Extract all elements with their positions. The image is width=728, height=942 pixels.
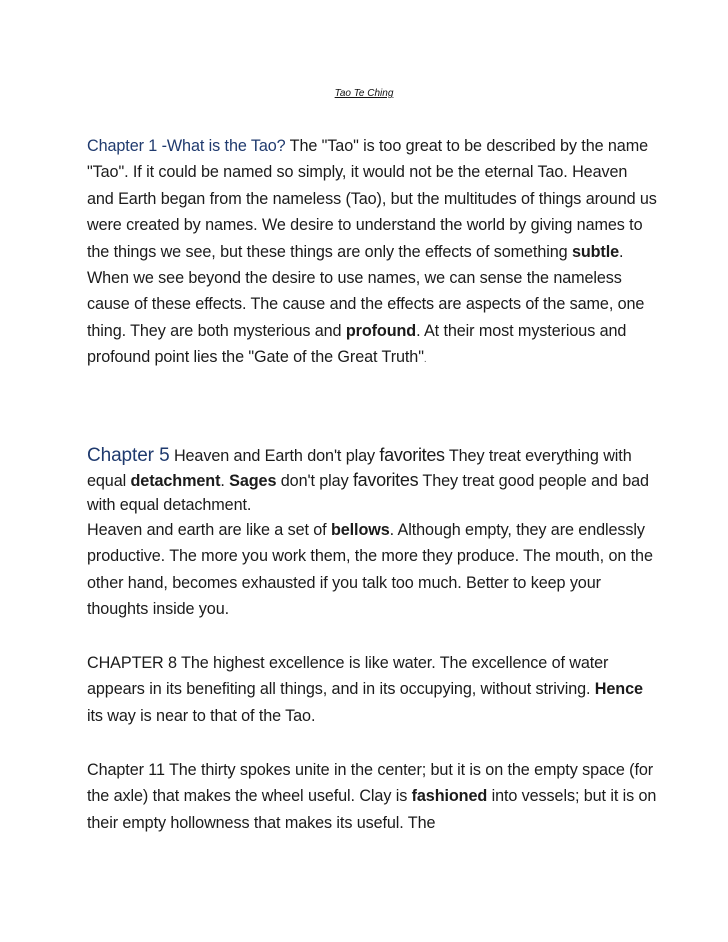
chapter-8-paragraph (87, 650, 657, 729)
chapter-5-text: . Although empty, they are endlessly productive. The more you work them, the more they produce. The mouth, on the other hand, becomes exhausted if you talk too much. Better to keep your thoughts inside you. (87, 521, 653, 619)
small-period: . (423, 354, 427, 366)
chapter-5-text: Heaven and earth are like a set of (87, 521, 331, 539)
chapter-1-heading: Chapter 1 -What is the Tao? (87, 137, 286, 155)
chapter-5-paragraph (87, 443, 657, 623)
chapter-5-text: They treat good people and bad with equal detachment. (87, 472, 649, 514)
chapter-1-text: The "Tao" is too great to be described by the name "Tao". If it could be named so simply, it would not be the eternal Tao. Heaven and Earth began from the nameless (Tao), but the multitudes of things around us were created by names. We desire to understand the world by giving names to the things we see, but these things are only the effects of something (87, 137, 657, 261)
bold-word: profound (345, 321, 417, 340)
chapter-5-text: don't play (276, 472, 353, 490)
chapter-8-text: CHAPTER 8 The highest excellence is like water. The excellence of water appears in its benefiting all things, and in its occupying, without striving. (87, 654, 609, 699)
document-title: Tao Te Ching (334, 88, 394, 99)
chapter-5-text: Heaven and Earth don't play (169, 447, 380, 465)
favorites-word: favorites (352, 470, 419, 490)
bold-word: Sages (229, 472, 277, 490)
chapter-11-text: Chapter 11 The thirty spokes unite in the center; but it is on the empty space (for the axle) that makes the wheel useful. Clay is (87, 761, 654, 806)
chapter-5-lead (87, 443, 657, 517)
favorites-word: favorites (379, 445, 445, 465)
bold-word: Hence (594, 680, 643, 699)
chapter-5-continuation (87, 517, 657, 623)
bold-word: subtle (571, 242, 620, 261)
chapter-5-heading: Chapter 5 (87, 445, 170, 466)
bold-word: detachment (130, 472, 221, 490)
bold-word: bellows (330, 521, 390, 539)
chapter-8-text: its way is near to that of the Tao. (87, 706, 316, 725)
chapter-11-text: into vessels; but it is on their empty hollowness that makes its useful. The (87, 787, 657, 832)
chapter-5-text: . (220, 472, 230, 490)
chapter-1-paragraph (87, 133, 657, 374)
chapter-5-text: They treat everything with equal (87, 447, 632, 490)
chapter-11-paragraph (87, 757, 657, 836)
chapter-1-text: . When we see beyond the desire to use names, we can sense the nameless cause of these effects. The cause and the effects are aspects of the same, one thing. They are both mysterious and (87, 242, 645, 340)
bold-word: fashioned (411, 787, 488, 806)
chapter-1-text: . At their most mysterious and profound point lies the "Gate of the Great Truth" (87, 321, 627, 367)
